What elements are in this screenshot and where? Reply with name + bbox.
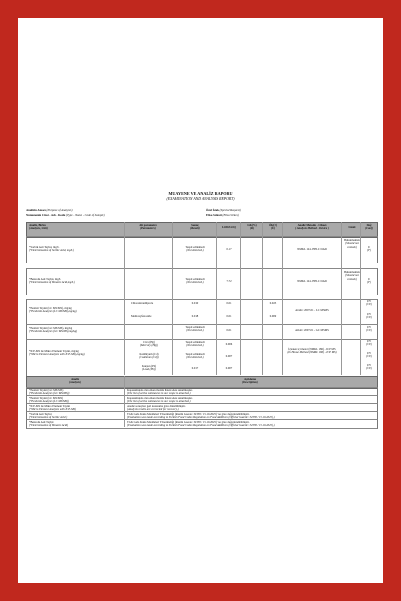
- note-desc-tr: Kapsanmında olan etken madde listesi ekte sunulmuştur.: [127, 387, 193, 392]
- row-result-tr: Tespit edilemedi: [185, 245, 205, 249]
- row-conf-en: (F): [367, 280, 371, 285]
- sub-param-en: (Mercury (Hg)): [140, 343, 158, 348]
- note-analysis-en: (*Micro Element Analysis with ICP-MS): [29, 406, 76, 411]
- sub-olc: 0.009: [269, 314, 277, 318]
- row-conf-en: (F): [367, 248, 371, 253]
- row-result: [173, 246, 217, 253]
- sub-param: Methoxyfenozide: [131, 314, 152, 318]
- row-analysis-en: (*Micro Element Analysis with ICP-MS),mg/kg): [29, 352, 85, 357]
- table-divider: [262, 222, 263, 375]
- note-desc-en: (The list of active substances in our scope is attached.): [127, 398, 191, 403]
- sub-result-en: (Not detected.): [186, 355, 204, 360]
- row-conf-tr: UY: [366, 325, 372, 329]
- header-result-en: (Result): [190, 226, 200, 231]
- note-desc-tr: Analiz sonuçları geri kazanıma göre düzeltilmiştir.: [127, 403, 186, 408]
- table-divider: [282, 222, 283, 375]
- row-result: [173, 326, 217, 333]
- row-limit-en: (Should not contain): [345, 241, 359, 249]
- row-result-tr: Tespit edilemedi: [185, 325, 205, 329]
- header-olc: [263, 224, 283, 231]
- row-conf-en: (CE): [366, 328, 372, 333]
- row-analysis-en: (*Pesticide Analysis (LC MS/MS),mg/kg): [29, 309, 77, 314]
- sub-lod: 0.007: [225, 366, 233, 370]
- sub-conf-tr: UY: [366, 351, 372, 355]
- sub-conf-en: (CE): [366, 342, 372, 347]
- sample-line: [26, 213, 105, 217]
- row-analysis: [29, 278, 121, 285]
- row-limit-tr: Bulunmamalı: [344, 238, 360, 242]
- sub-conf: [363, 340, 375, 347]
- row-limit-tr: Bulunmamalı: [344, 270, 360, 274]
- sub-olc: 0.023: [269, 301, 277, 305]
- row-result-tr: Tespit edilemedi: [185, 277, 205, 281]
- note-analysis-tr: *Pestisit Tayini (LC MS/MS): [29, 395, 64, 400]
- note-analysis-tr: *Benzoik Asit Tayini: [29, 419, 54, 424]
- row-result-en: (Not detected.): [186, 280, 204, 285]
- sub-conf-en: (CE): [366, 354, 372, 359]
- row-conf-tr: U: [367, 277, 371, 281]
- row-method-en: (In House Method (NMKL 186) - ICP MS): [287, 350, 337, 355]
- header-gk-en: (R): [250, 226, 254, 231]
- special-label: Özel İstek: [206, 208, 219, 212]
- sub-param: [127, 341, 171, 348]
- purpose-label: Analizin Amacı: [26, 208, 46, 212]
- header-method: [283, 224, 341, 231]
- note-desc-tr: TGK Gıda Katkı Maddeleri Yönetmeliği (Resmi Gazete: 32338 / 15.10.2025) 'ne göre değerlendirilmiştir.: [127, 419, 250, 424]
- note-desc: [127, 421, 375, 428]
- notes-row: [26, 419, 378, 429]
- notes-header-analysis-en: (Analysis): [68, 380, 82, 385]
- header-param: [125, 224, 171, 231]
- row-result-en: (Not detected.): [186, 248, 204, 253]
- sub-result: 0.010: [191, 301, 199, 305]
- sub-param: Chlorantraniliprole: [131, 301, 154, 305]
- row-limit-en: (Should not contain): [345, 273, 359, 281]
- sub-conf: [363, 352, 375, 359]
- table-row: [26, 299, 378, 325]
- sub-lod: 0.01: [226, 301, 232, 305]
- row-limit: [343, 271, 361, 281]
- row-conf: [363, 246, 375, 253]
- elisa-line: [206, 213, 239, 217]
- sub-param: [127, 353, 171, 360]
- note-analysis-tr: *Pestisit Tayini (GC MS/MS): [29, 387, 64, 392]
- report-title: MUAYENE VE ANALİZ RAPORU: [168, 191, 233, 196]
- row-conf: [363, 278, 375, 285]
- note-desc-en: (Evaluation was made according to Turkish Food Codex Regulation on Food Additives (Official Gazette: 32338 / 15.10.2025).): [127, 414, 275, 419]
- header-result-tr: Sonuç: [191, 223, 199, 227]
- header-param-en: (Parameters): [140, 226, 156, 231]
- header-olc-en: (U): [270, 226, 275, 231]
- row-analysis-tr: *Benzoik Asit Tayini, mg/L: [29, 277, 62, 281]
- table-row: [26, 268, 378, 295]
- special-line: [206, 208, 241, 212]
- sub-conf-en: (CE): [366, 302, 372, 307]
- header-olc-tr: Ölç(±): [269, 223, 277, 227]
- elisa-label: Elisa Sıtlesti: [206, 213, 222, 217]
- row-method-tr: İçlenen içi metot (NMKL 186) - ICP MS: [288, 347, 336, 351]
- note-analysis-en: (*Determination of Benzoic Acid): [29, 422, 69, 427]
- purpose-label-en: (Purpose of Analysis): [46, 208, 73, 212]
- sub-lod: 0.007: [225, 354, 233, 358]
- table-divider: [360, 222, 361, 375]
- header-param-tr: Alt parametre: [139, 223, 157, 227]
- sub-result-tr: Tespit edilemedi: [185, 352, 205, 356]
- notes-divider: [124, 376, 125, 427]
- row-lod: 0.17: [226, 247, 232, 251]
- header-limit: Limit: [348, 225, 356, 229]
- report-page: [18, 18, 383, 583]
- note-desc-en: (Analysis results are corrected for recovery.): [127, 406, 179, 411]
- notes-header-analysis-tr: Analiz: [70, 377, 80, 381]
- row-analysis: [29, 246, 121, 253]
- sub-param-tr: Kadmiyum (Cd): [139, 352, 159, 356]
- sub-param: [127, 365, 171, 372]
- note-analysis-en: (*Pesticide Analysis (GC MS/MS)): [29, 390, 70, 395]
- sub-conf: [363, 300, 375, 307]
- header-lod: LOD/LOQ: [222, 225, 236, 229]
- row-analysis-tr: *Sorbik Asit Tayini, mg/L: [29, 245, 60, 249]
- table-row: [26, 324, 378, 340]
- notes-header-desc-en: (Description): [242, 380, 258, 385]
- row-analysis: [29, 327, 121, 334]
- header-conf-tr: Değ: [366, 223, 372, 227]
- header-conf: [361, 224, 377, 231]
- note-desc-tr: TGK Gıda Katkı Maddeleri Yönetmeliği (Resmi Gazete: 32338 / 15.10.2025) 'ne göre değerlendirilmiştir.: [127, 411, 250, 416]
- sub-conf-tr: UY: [366, 299, 372, 303]
- sub-param-en: (Lead (Pb)): [142, 367, 156, 372]
- row-method: [283, 348, 341, 355]
- elisa-label-en: (Elisa Strkes): [222, 213, 239, 217]
- note-analysis: [29, 421, 121, 428]
- sub-conf: [363, 313, 375, 320]
- header-analysis-en: (Analysis, Unit): [29, 226, 48, 231]
- purpose-line: [26, 208, 72, 212]
- note-analysis-tr: *Sorbik Asit Tayini: [29, 411, 52, 416]
- header-gk: [241, 224, 263, 231]
- row-analysis: [29, 350, 121, 357]
- row-analysis-en: (*Determination of Sorbic Acid, mg/L): [29, 248, 74, 253]
- row-analysis-tr: *ICP-MS ile Mikro Element Tayini, mg/kg: [29, 349, 79, 353]
- sub-conf-en: (CE): [366, 315, 372, 320]
- row-method: AOAC 2007.01 - GC MSMS: [295, 328, 329, 332]
- note-desc-en: (Evaluation was made according to Turkish Food Codex Regulation on Food Additives (Official Gazette: 32338 / 15.10.2025).): [127, 422, 275, 427]
- table-divider: [172, 222, 173, 375]
- notes-header-desc: [125, 378, 375, 385]
- row-conf-tr: U: [367, 245, 371, 249]
- sub-conf-tr: UY: [366, 339, 372, 343]
- sub-conf: [363, 364, 375, 371]
- sub-result: 0.018: [191, 314, 199, 318]
- sub-param-tr: Kurşun (Pb): [141, 364, 157, 368]
- sample-label: Numunenin Cinsi - Adı - Kodu: [26, 213, 66, 217]
- report-subtitle: (EXAMINATION AND ANALYSIS REPORT): [166, 197, 235, 201]
- sub-result-en: (Not detected.): [186, 343, 204, 348]
- row-analysis-en: (*Determination of Benzoic Acid,mg/L): [29, 280, 75, 285]
- row-analysis-tr: *Pestisit Tayini (LC MS/MS), mg/kg: [29, 306, 72, 310]
- sub-result: [173, 341, 217, 348]
- sub-lod: 0.01: [226, 314, 232, 318]
- sample-label-en: (Type - Name - Code of Sample): [66, 213, 105, 217]
- notes-header-desc-tr: Açıklama: [244, 377, 256, 381]
- sub-param-tr: Civa (Hg): [143, 340, 155, 344]
- note-analysis-en: (*Determination of Sorbic Acid ): [29, 414, 68, 419]
- note-desc-tr: Kapsanmında olan etken madde listesi ekte sunulmuştur.: [127, 395, 193, 400]
- header-method-tr: Analiz Metodu - Cihazı: [297, 223, 327, 227]
- header-result: [173, 224, 217, 231]
- table-divider: [240, 222, 241, 375]
- row-analysis: [29, 307, 121, 314]
- table-divider: [124, 222, 125, 375]
- row-result-en: (Not detected.): [186, 328, 204, 333]
- sub-result-tr: Tespit edilemedi: [185, 340, 205, 344]
- table-row: [26, 236, 378, 263]
- sub-conf-tr: UY: [366, 312, 372, 316]
- sub-param-en: (Cadmium (Cd)): [139, 355, 159, 360]
- table-divider: [341, 222, 342, 375]
- row-conf: [363, 326, 375, 333]
- row-method: NMKL 124- HPLC DAD: [297, 279, 327, 283]
- sub-conf-tr: UY: [366, 363, 372, 367]
- sub-result: [173, 353, 217, 360]
- row-analysis-en: (*Pesticide Analysis (GC MS/MS),mg/kg): [29, 329, 78, 334]
- header-conf-en: (Conf): [365, 226, 373, 231]
- row-lod: 7.72: [226, 279, 232, 283]
- row-result: [173, 278, 217, 285]
- header-method-en: ( Analysis Method - Device ): [295, 226, 329, 231]
- special-label-en: (Special Request): [219, 208, 241, 212]
- row-method: AOAC 2007.01 - LC MSMS: [295, 308, 329, 312]
- note-analysis-tr: *ICP-MS ile Mikro Element Tayini: [29, 403, 71, 408]
- header-analysis-tr: Analiz, Birim: [29, 223, 46, 227]
- sub-lod: 0.006: [225, 342, 233, 346]
- header-gk-tr: GK(%): [247, 223, 257, 227]
- note-analysis-en: (*Pesticide Analysis (LC MS/MS)): [29, 398, 69, 403]
- notes-header-analysis: [29, 378, 121, 385]
- row-limit: [343, 239, 361, 249]
- table-row: [26, 339, 378, 377]
- header-analysis: [29, 224, 89, 231]
- row-method: NMKL 124- HPLC DAD: [297, 247, 327, 251]
- sub-result: 0.017: [191, 366, 199, 370]
- row-lod: 0.01: [226, 328, 232, 332]
- note-desc-en: (The list of active substances in our scope is attached.): [127, 390, 191, 395]
- row-analysis-tr: *Pestisit Tayini (GC MS/MS), mg/kg: [29, 326, 73, 330]
- table-divider: [216, 222, 217, 375]
- sub-conf-en: (CE): [366, 366, 372, 371]
